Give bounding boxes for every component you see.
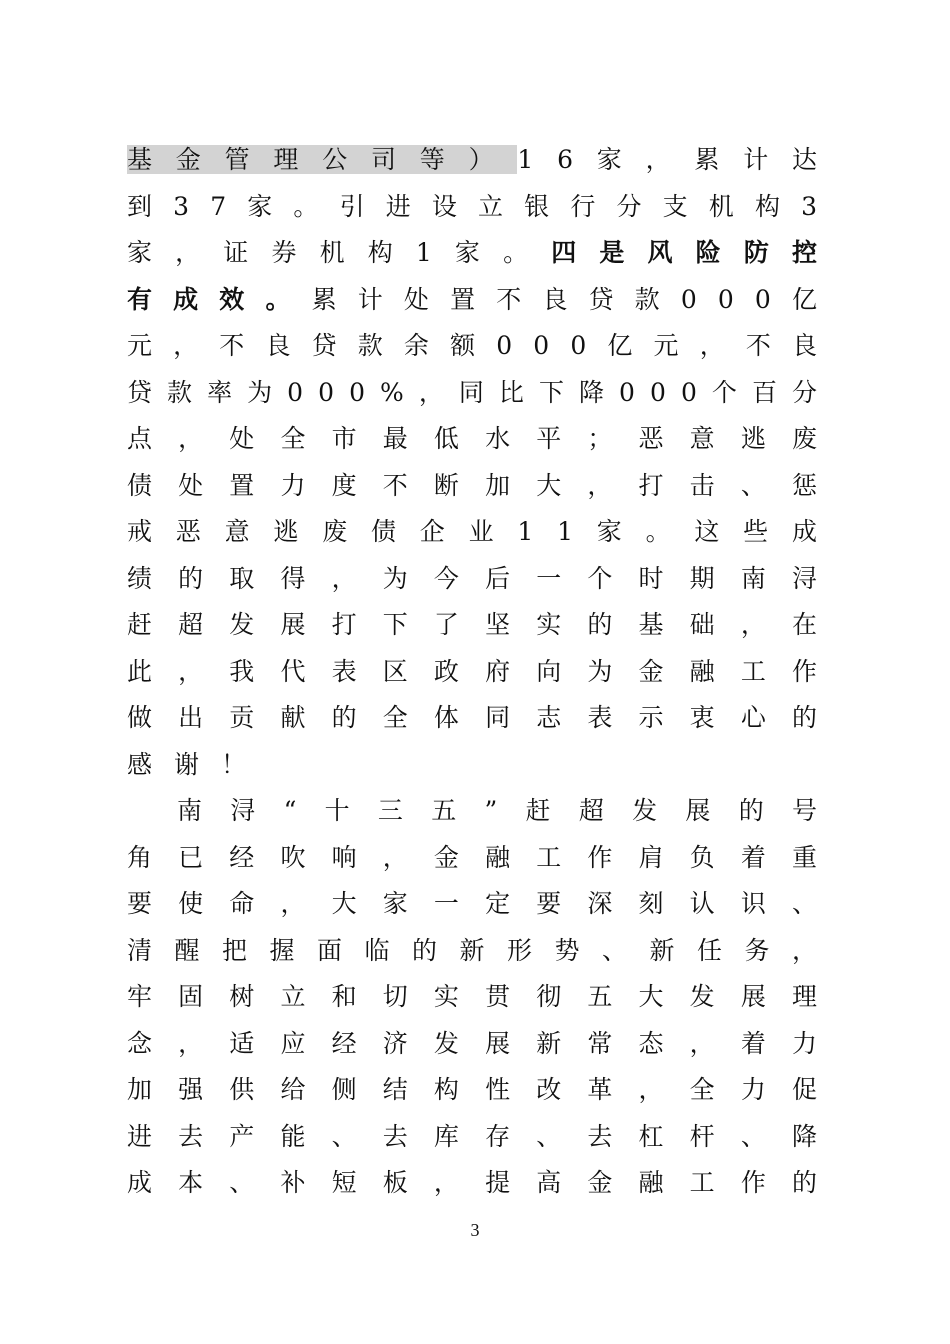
text-line — [127, 277, 839, 324]
text-span: 清醒把握面临的新形势、新任务， — [127, 935, 840, 965]
text-line — [127, 230, 841, 277]
text-line — [127, 835, 844, 882]
text-span: 加强供给侧结构性改革，全力促 — [127, 1075, 844, 1104]
text-span: 南浔“十三五”赶超发展的号 — [177, 796, 846, 825]
text-span: 进去产能、去库存、去杠杆、降 — [127, 1121, 844, 1151]
paragraph-first-line — [127, 788, 846, 835]
text-line — [127, 184, 839, 231]
text-span: 绩的取得，为今后一个时期南浔 — [127, 563, 844, 593]
text-span: 戒恶意逃废债企业11家。这些成 — [127, 517, 841, 546]
text-line — [127, 602, 844, 649]
text-span: 感谢！ — [127, 749, 269, 779]
text-span: 牢固树立和切实贯彻五大发展理 — [127, 982, 844, 1011]
text-line — [127, 928, 840, 975]
text-span: 16家，累计达 — [517, 145, 841, 174]
text-line — [127, 1160, 844, 1207]
text-span: 家，证券机构1家。 — [127, 238, 552, 267]
text-line — [127, 974, 844, 1021]
text-line — [127, 556, 844, 603]
text-span: 到37家。引进设立银行分支机构3 — [127, 191, 839, 221]
text-line — [127, 1114, 844, 1161]
bold-heading-text: 有成效。 — [127, 284, 312, 314]
text-line — [127, 649, 844, 696]
bold-heading-text: 四是风险防控 — [551, 238, 841, 267]
text-line — [127, 323, 839, 370]
text-span: 赶超发展打下了坚实的基础，在 — [127, 610, 844, 639]
text-span: 债处置力度不断加大，打击、惩 — [127, 470, 844, 500]
text-line — [127, 695, 844, 742]
text-span: 角已经吹响，金融工作肩负着重 — [127, 842, 844, 872]
text-span: 元，不良贷款余额000亿元，不良 — [127, 331, 839, 360]
text-span: 成本、补短板，提高金融工作的 — [127, 1168, 844, 1197]
text-line — [127, 509, 841, 556]
text-line — [127, 137, 841, 184]
text-line — [127, 1067, 844, 1114]
text-line — [127, 370, 833, 417]
text-line — [127, 1021, 844, 1068]
text-span: 要使命，大家一定要深刻认识、 — [127, 889, 844, 918]
text-span: 念，适应经济发展新常态，着力 — [127, 1028, 844, 1058]
text-span: 累计处置不良贷款000亿 — [311, 284, 839, 314]
text-line — [127, 742, 817, 789]
text-line — [127, 416, 844, 463]
text-line — [127, 881, 844, 928]
text-span: 贷款率为000%，同比下降000个百分 — [127, 377, 833, 407]
body-text — [127, 137, 846, 1207]
text-span: 此，我代表区政府向为金融工作 — [127, 656, 844, 686]
highlighted-text: 基金管理公司等） — [127, 145, 518, 174]
text-line — [127, 463, 844, 510]
text-span: 点，处全市最低水平；恶意逃废 — [127, 424, 844, 453]
page-number: 3 — [470, 1220, 480, 1240]
text-span: 做出贡献的全体同志表示衷心的 — [127, 703, 844, 732]
